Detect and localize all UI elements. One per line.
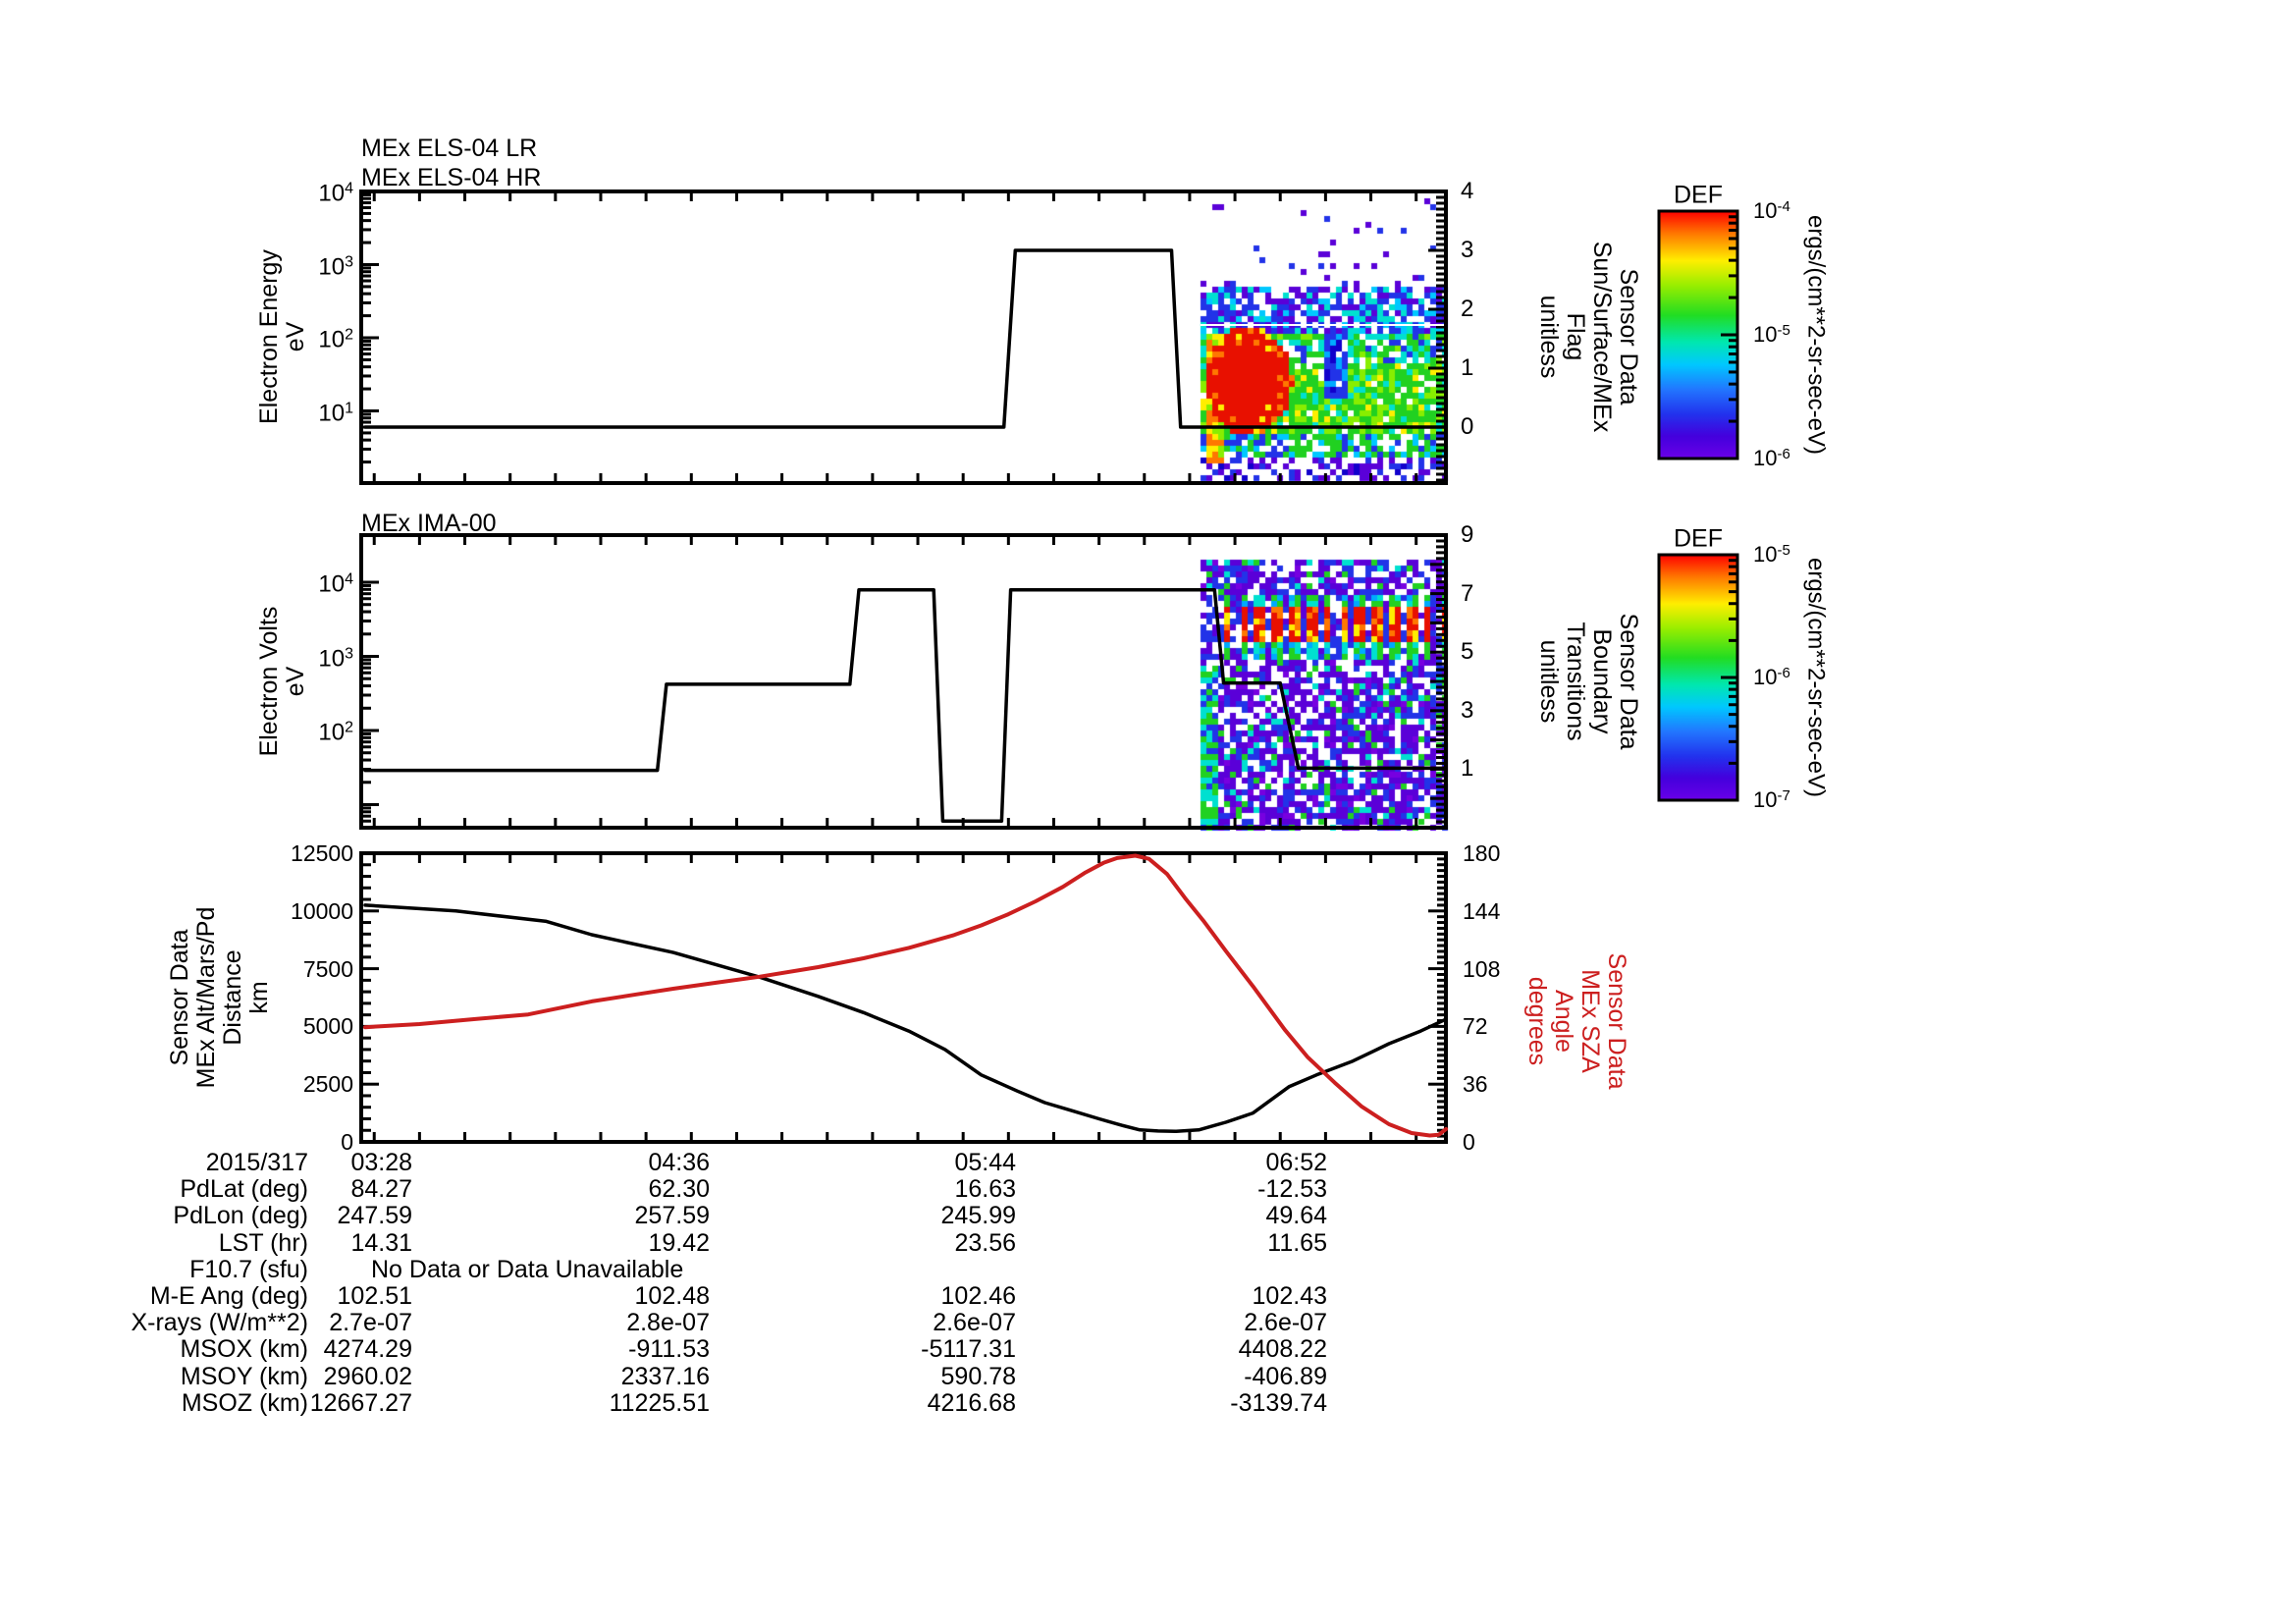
row-value: 05:44 <box>954 1149 1016 1176</box>
row-value: 03:28 <box>350 1149 412 1176</box>
row-label: MSOX (km) <box>180 1335 308 1364</box>
colorbar2-tick-label: $10^{-7}$ <box>1753 787 1790 812</box>
panel-title-els-hr: MEx ELS-04 HR <box>361 164 542 191</box>
row-value: 102.51 <box>337 1282 412 1310</box>
els-ytick-label: $10^3$ <box>318 253 353 280</box>
row-value: 04:36 <box>648 1149 710 1176</box>
row-value: 19.42 <box>648 1228 710 1257</box>
km-tick-label: 7500 <box>302 955 353 982</box>
colorbar2-unit-label: ergs/(cm**2-sr-sec-eV) <box>1802 557 1830 798</box>
sza-right-axis-title: Sensor Data MEx SZA Angle degrees <box>1523 952 1630 1090</box>
row-value: 11225.51 <box>609 1388 710 1417</box>
row-label: MSOY (km) <box>180 1362 308 1390</box>
row-label: F10.7 (sfu) <box>189 1255 308 1283</box>
row-value: 247.59 <box>337 1202 412 1230</box>
row-value: -12.53 <box>1257 1175 1327 1204</box>
row-value: 23.56 <box>954 1228 1016 1257</box>
els-ytick-label: $10^2$ <box>318 326 353 353</box>
row-value: 14.31 <box>350 1228 412 1257</box>
ima-flag-tick-label: 9 <box>1461 521 1474 548</box>
no-data-note: No Data or Data Unavailable <box>371 1255 684 1283</box>
ima-ytick-label: $10^3$ <box>318 645 353 672</box>
colorbar1-tick-label: $10^{-4}$ <box>1753 198 1790 223</box>
row-label: 2015/317 <box>205 1149 308 1176</box>
ephem-y-axis-title: Sensor Data MEx Alt/Mars/Pd Distance km <box>166 906 273 1089</box>
row-value: 4408.22 <box>1238 1335 1327 1364</box>
km-tick-label: 5000 <box>302 1013 353 1040</box>
ima-right-axis-title: Sensor Data Boundary Transitions unitless <box>1535 613 1642 750</box>
km-tick-label: 10000 <box>291 897 353 924</box>
ima-flag-tick-label: 7 <box>1461 579 1474 607</box>
table-row-f10-7-sfu- <box>0 1256 2296 1282</box>
row-value: 84.27 <box>350 1175 412 1204</box>
colorbar2-tick-label: $10^{-5}$ <box>1753 542 1790 567</box>
table-row-msoy-km- <box>0 1363 2296 1389</box>
table-row-pdlat-deg- <box>0 1175 2296 1202</box>
row-value: 2.6e-07 <box>1244 1309 1327 1337</box>
row-label: M-E Ang (deg) <box>149 1282 308 1310</box>
els-y-axis-title: Electron Energy eV <box>255 249 309 424</box>
row-value: 257.59 <box>634 1202 710 1230</box>
ima-ytick-label: $10^2$ <box>318 719 353 746</box>
els-flag-tick-label: 4 <box>1461 178 1474 204</box>
row-value: 12667.27 <box>309 1388 412 1417</box>
panel-title-els <box>361 134 541 192</box>
row-value: 11.65 <box>1267 1228 1327 1257</box>
row-value: -911.53 <box>628 1335 710 1364</box>
ima-y-axis-title: Electron Volts eV <box>255 606 309 757</box>
row-label: LST (hr) <box>218 1228 308 1257</box>
els-flag-tick-label: 1 <box>1461 354 1474 381</box>
colorbar2-tick-label: $10^{-6}$ <box>1753 665 1790 689</box>
ima-flag-tick-label: 5 <box>1461 638 1474 666</box>
row-value: 62.30 <box>648 1175 710 1204</box>
table-row-x-rays-w-m-2- <box>0 1309 2296 1335</box>
km-tick-label: 2500 <box>302 1071 353 1098</box>
row-value: 2337.16 <box>620 1362 710 1390</box>
panel-title-els-lr: MEx ELS-04 LR <box>361 135 538 162</box>
table-row-2015-317 <box>0 1149 2296 1175</box>
row-value: -3139.74 <box>1230 1388 1327 1417</box>
row-value: 06:52 <box>1265 1149 1327 1176</box>
table-row-m-e-ang-deg- <box>0 1282 2296 1309</box>
els-ytick-label: $10^1$ <box>318 400 353 426</box>
row-value: 16.63 <box>954 1175 1016 1204</box>
deg-tick-label: 0 <box>1463 1129 1475 1155</box>
ima-flag-tick-label: 3 <box>1461 696 1474 724</box>
ima-ytick-label: $10^4$ <box>318 570 353 598</box>
row-value: 4216.68 <box>927 1388 1016 1417</box>
deg-tick-label: 36 <box>1463 1071 1488 1098</box>
row-label: X-rays (W/m**2) <box>131 1309 308 1337</box>
row-value: 102.46 <box>940 1282 1016 1310</box>
row-value: 245.99 <box>940 1202 1016 1230</box>
deg-tick-label: 144 <box>1463 897 1501 924</box>
deg-tick-label: 108 <box>1463 955 1501 982</box>
ima-flag-tick-label: 1 <box>1461 755 1474 783</box>
row-value: -406.89 <box>1244 1362 1327 1390</box>
row-label: PdLat (deg) <box>180 1175 308 1204</box>
panel-title-ima: MEx IMA-00 <box>361 510 497 537</box>
km-tick-label: 0 <box>341 1129 353 1155</box>
els-flag-tick-label: 3 <box>1461 237 1474 263</box>
table-row-lst-hr- <box>0 1229 2296 1256</box>
els-ytick-label: $10^4$ <box>318 180 353 207</box>
table-row-pdlon-deg- <box>0 1202 2296 1228</box>
row-value: 590.78 <box>940 1362 1016 1390</box>
row-value: 2.6e-07 <box>933 1309 1016 1337</box>
table-row-msox-km- <box>0 1335 2296 1362</box>
row-value: 4274.29 <box>323 1335 412 1364</box>
colorbar1-tick-label: $10^{-6}$ <box>1753 446 1790 470</box>
row-value: 2.7e-07 <box>329 1309 412 1337</box>
row-value: 102.43 <box>1252 1282 1327 1310</box>
colorbar1-tick-label: $10^{-5}$ <box>1753 322 1790 347</box>
row-value: 2960.02 <box>323 1362 412 1390</box>
colorbar2-title: DEF <box>1674 524 1723 553</box>
els-flag-tick-label: 0 <box>1461 413 1474 440</box>
row-value: 49.64 <box>1265 1202 1327 1230</box>
table-row-msoz-km- <box>0 1389 2296 1416</box>
colorbar1-title: DEF <box>1674 181 1723 209</box>
row-value: 2.8e-07 <box>626 1309 710 1337</box>
row-label: MSOZ (km) <box>181 1388 308 1417</box>
els-right-axis-title: Sensor Data Sun/Surface/MEx Flag unitless <box>1535 241 1642 433</box>
km-tick-label: 12500 <box>291 840 353 866</box>
els-flag-tick-label: 2 <box>1461 296 1474 322</box>
colorbar1-unit-label: ergs/(cm**2-sr-sec-eV) <box>1802 214 1830 456</box>
deg-tick-label: 180 <box>1463 840 1501 866</box>
deg-tick-label: 72 <box>1463 1013 1488 1040</box>
row-value: 102.48 <box>634 1282 710 1310</box>
row-label: PdLon (deg) <box>173 1202 308 1230</box>
row-value: -5117.31 <box>921 1335 1016 1364</box>
